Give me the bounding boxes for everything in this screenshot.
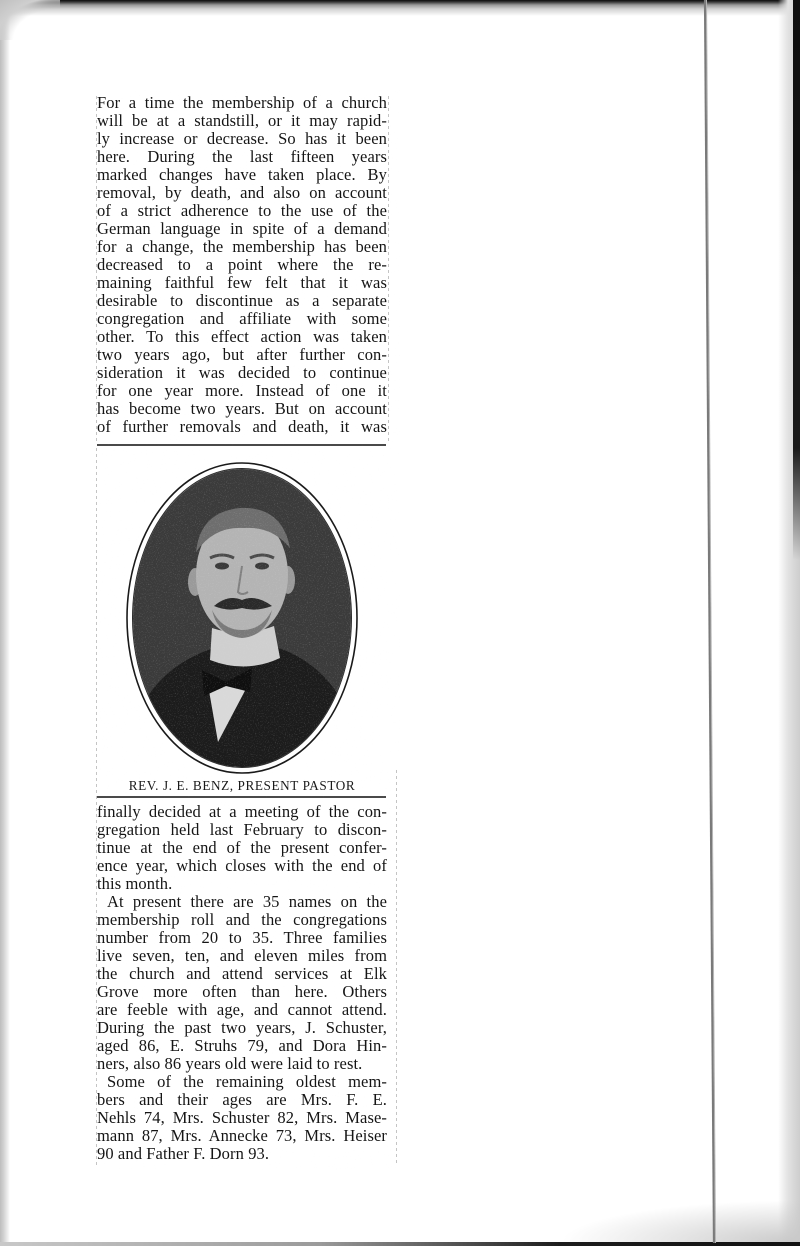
text-line: marked changes have taken place. By: [97, 166, 387, 184]
clipping-border-right: [388, 96, 389, 441]
text-line: live seven, ten, and eleven miles from: [97, 947, 387, 965]
text-line: of a strict adherence to the use of the: [97, 202, 387, 220]
text-line: removal, by death, and also on account: [97, 184, 387, 202]
page-edge-left: [0, 0, 10, 1246]
text-line: German language in spite of a demand: [97, 220, 387, 238]
text-line: decreased to a point where the re-: [97, 256, 387, 274]
text-line: ners, also 86 years old were laid to rest.: [97, 1055, 363, 1073]
rule-below-caption: [97, 796, 386, 798]
page-edge-top: [0, 0, 800, 16]
text-line: for a change, the membership has been: [97, 238, 387, 256]
page-edge-right: [793, 0, 800, 560]
text-line: membership roll and the congregations: [97, 911, 387, 929]
article-text-bottom: [97, 803, 387, 1163]
text-line: Grove more often than here. Others: [97, 983, 387, 1001]
text-line: For a time the membership of a church: [97, 94, 387, 112]
article-text-top: [97, 94, 387, 436]
text-line: maining faithful few felt that it was: [97, 274, 387, 292]
text-line: two years ago, but after further con-: [97, 346, 387, 364]
text-line: gregation held last February to discon-: [97, 821, 387, 839]
text-line: Nehls 74, Mrs. Schuster 82, Mrs. Mase-: [97, 1109, 387, 1127]
rule-above-photo: [97, 444, 386, 446]
text-line: other. To this effect action was taken: [97, 328, 387, 346]
text-line: congregation and affiliate with some: [97, 310, 387, 328]
clipping-border-right-lower: [396, 770, 397, 1165]
text-line: 90 and Father F. Dorn 93.: [97, 1145, 270, 1163]
text-line: this month.: [97, 875, 173, 893]
text-line: of further removals and death, it was: [97, 418, 387, 436]
text-line: tinue at the end of the present confer-: [97, 839, 387, 857]
text-line: finally decided at a meeting of the con-: [97, 803, 387, 821]
page-corner-shadow: [0, 0, 60, 40]
page-edge-bottom: [0, 1242, 800, 1246]
text-line: the church and attend services at Elk: [97, 965, 387, 983]
text-line: desirable to discontinue as a separate: [97, 292, 387, 310]
text-line: ence year, which closes with the end of: [97, 857, 387, 875]
text-line: has become two years. But on account: [97, 400, 387, 418]
text-line: Some of the remaining oldest mem-: [107, 1073, 387, 1091]
photo-caption: REV. J. E. BENZ, PRESENT PASTOR: [128, 778, 356, 793]
text-line: mann 87, Mrs. Annecke 73, Mrs. Heiser: [97, 1127, 387, 1145]
pastor-portrait: [122, 460, 362, 776]
text-line: number from 20 to 35. Three families: [97, 929, 387, 947]
text-line: aged 86, E. Struhs 79, and Dora Hin-: [97, 1037, 387, 1055]
text-line: will be at a standstill, or it may rapid-: [97, 112, 387, 130]
text-line: During the past two years, J. Schuster,: [97, 1019, 387, 1037]
text-line: bers and their ages are Mrs. F. E.: [97, 1091, 387, 1109]
text-line: ly increase or decrease. So has it been: [97, 130, 387, 148]
text-line: here. During the last fifteen years: [97, 148, 387, 166]
text-line: sideration it was decided to continue: [97, 364, 387, 382]
text-line: At present there are 35 names on the: [107, 893, 387, 911]
text-line: for one year more. Instead of one it: [97, 382, 387, 400]
page-corner-shadow-bottom: [560, 1200, 800, 1242]
text-line: are feeble with age, and cannot attend.: [97, 1001, 387, 1019]
